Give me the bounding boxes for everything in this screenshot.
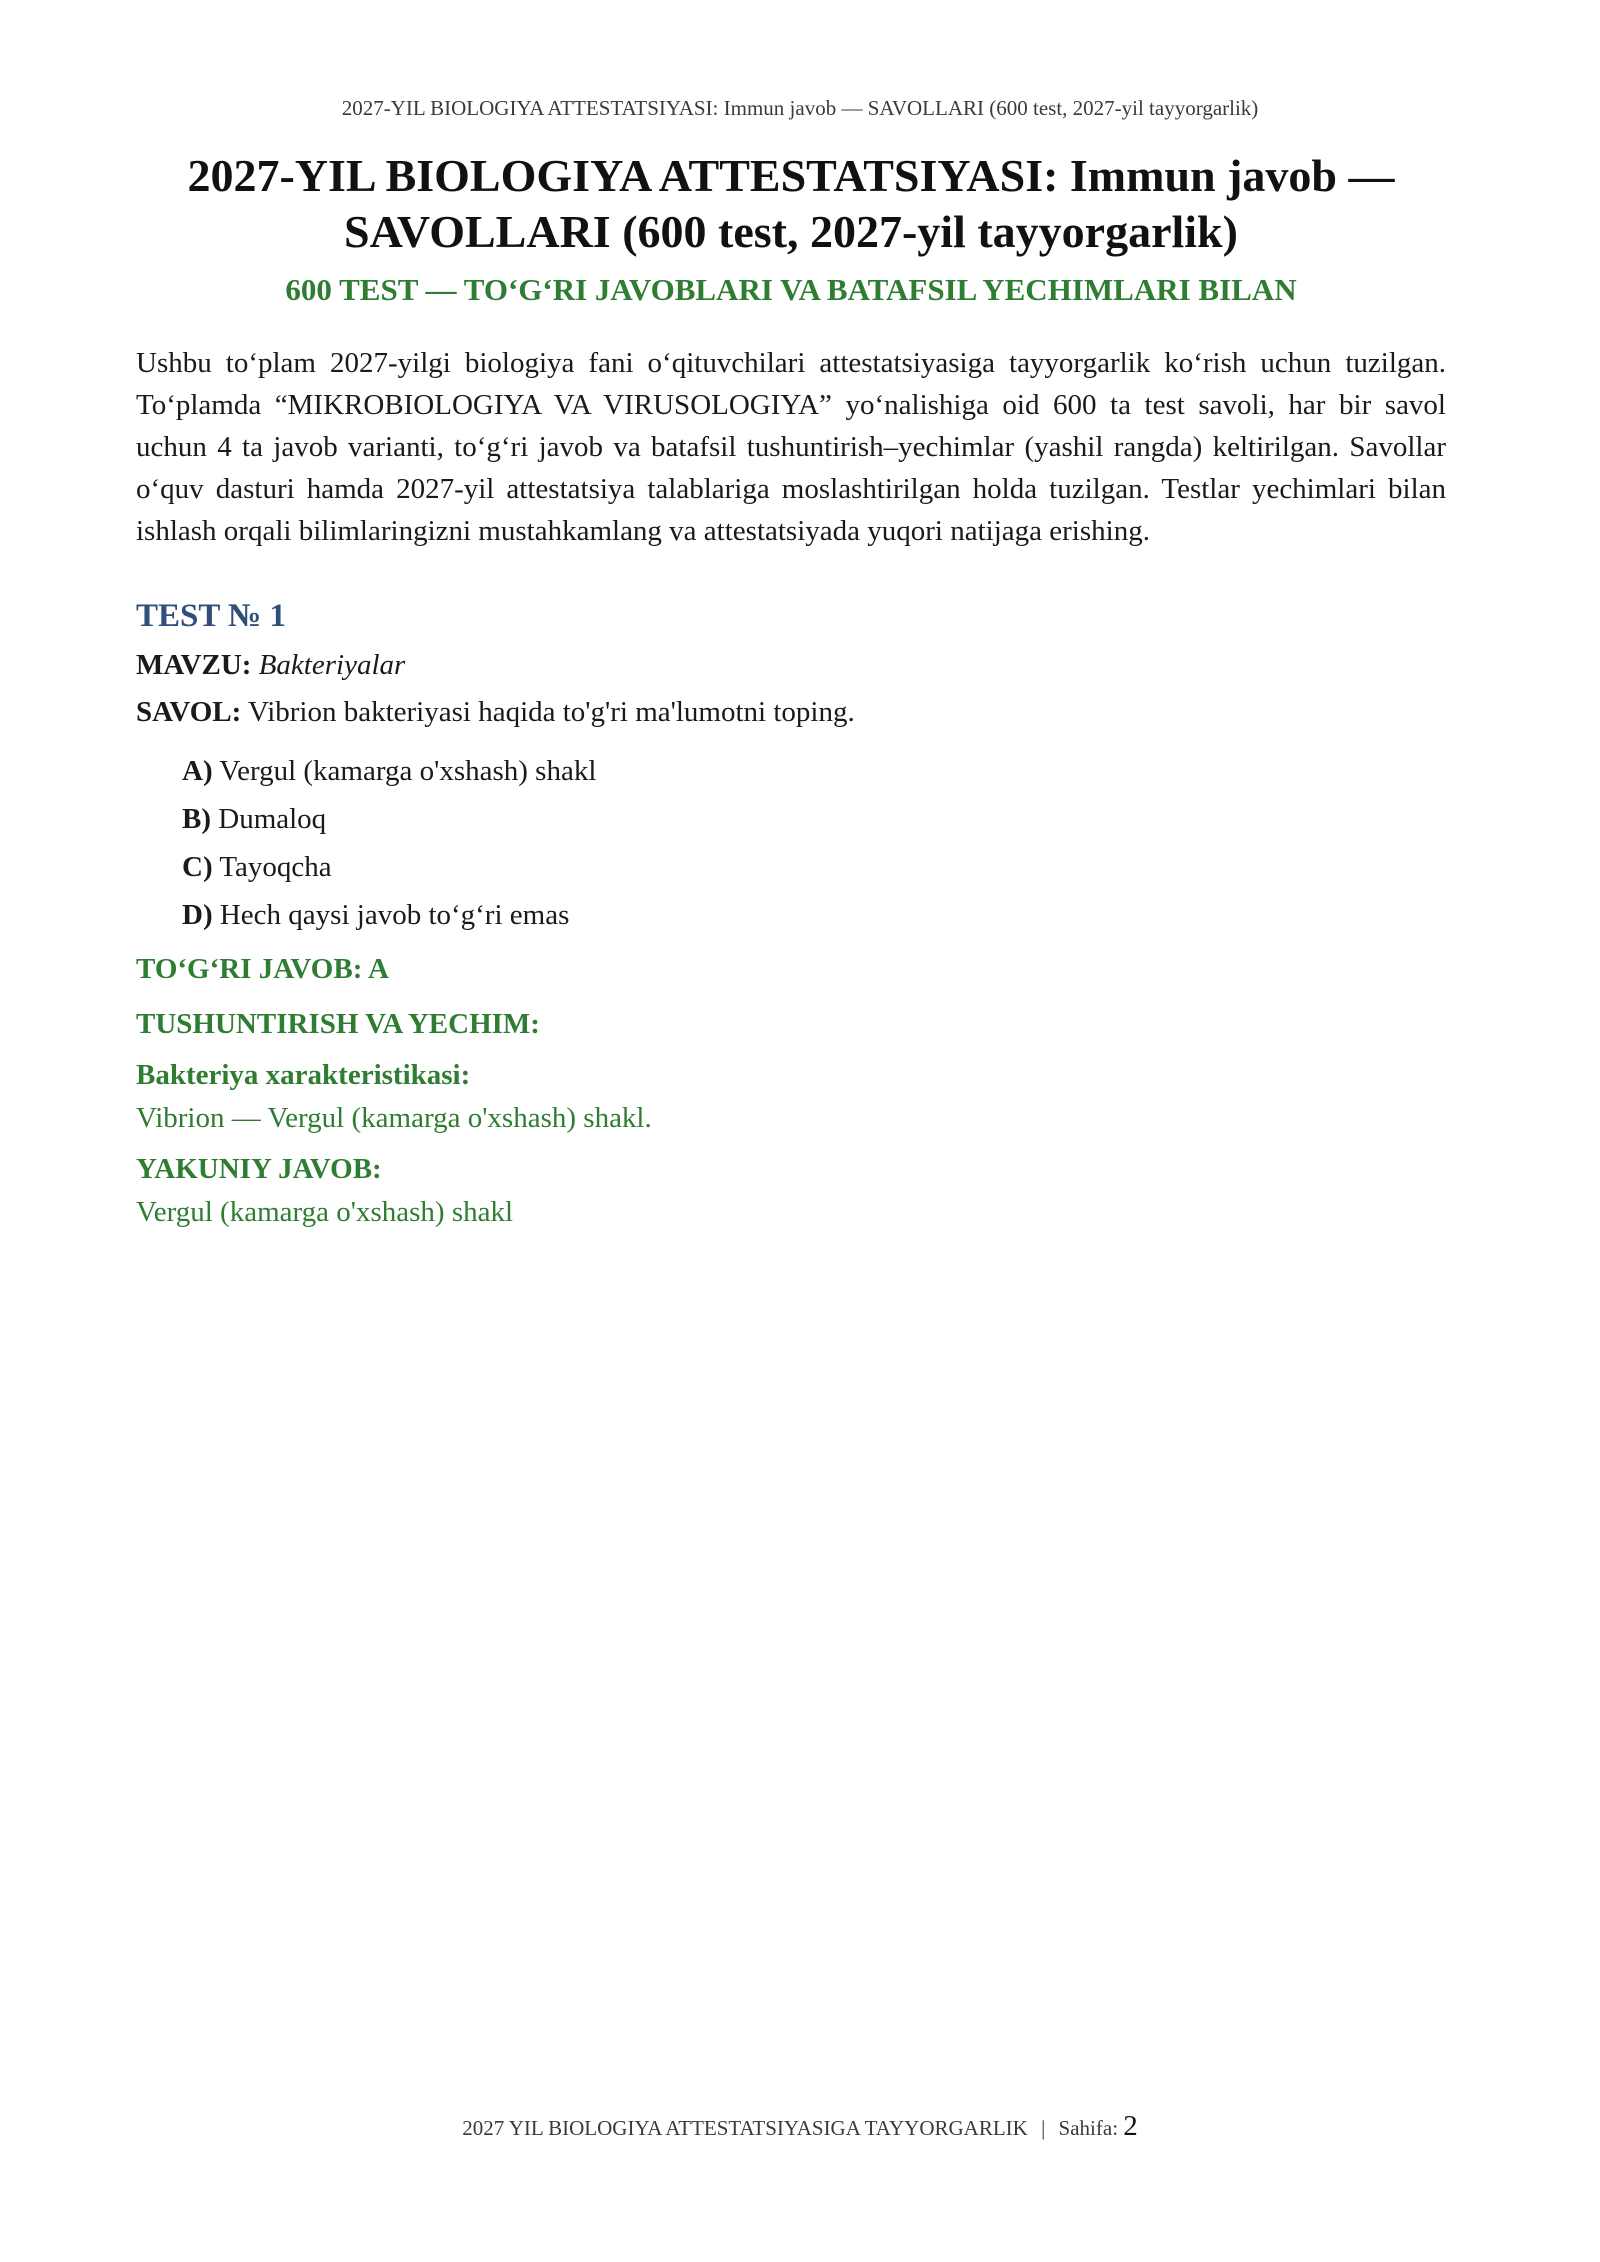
test-heading: TEST № 1 [136, 598, 286, 635]
question-label: SAVOL: [136, 696, 242, 729]
characteristic-text: Vibrion — Vergul (kamarga o'xshash) shakl. [136, 1102, 652, 1135]
final-answer-text: Vergul (kamarga o'xshash) shakl [136, 1196, 514, 1229]
document-title [136, 148, 1446, 260]
option-letter: D) [182, 899, 213, 932]
running-header: 2027-YIL BIOLOGIYA ATTESTATSIYASI: Immun javob — SAVOLLARI (600 test, 2027-yil tayyorgarlik) [341, 96, 1259, 120]
question-row [136, 696, 1446, 729]
option-d [182, 891, 1446, 939]
option-text: Vergul (kamarga o'xshash) shakl [219, 755, 597, 788]
footer-separator: | [1041, 2116, 1046, 2140]
document-subtitle: 600 TEST — TO‘G‘RI JAVOBLARI VA BATAFSIL YECHIMLARI BILAN [285, 272, 1297, 308]
option-letter: A) [182, 755, 213, 788]
page-label: Sahifa: [1058, 2116, 1119, 2140]
explanation-heading: TUSHUNTIRISH VA YECHIM: [136, 1008, 540, 1041]
page-content [136, 148, 1446, 1229]
topic-row [136, 649, 1446, 682]
option-text: Dumaloq [218, 803, 327, 836]
option-a [182, 747, 1446, 795]
page-footer [0, 2110, 1600, 2143]
correct-answer: TO‘G‘RI JAVOB: A [136, 953, 389, 986]
final-answer-heading: YAKUNIY JAVOB: [136, 1153, 382, 1186]
characteristic-heading: Bakteriya xarakteristikasi: [136, 1059, 471, 1092]
title-line-1: 2027-YIL BIOLOGIYA ATTESTATSIYASI: Immun javob — [187, 150, 1395, 201]
option-letter: C) [182, 851, 213, 884]
topic-value: Bakteriyalar [258, 649, 406, 682]
page-number: 2 [1123, 2110, 1138, 2142]
option-text: Tayoqcha [219, 851, 332, 884]
answer-options [136, 747, 1446, 939]
option-c [182, 843, 1446, 891]
option-b [182, 795, 1446, 843]
topic-label: MAVZU: [136, 649, 252, 682]
option-letter: B) [182, 803, 211, 836]
title-line-2: SAVOLLARI (600 test, 2027-yil tayyorgarlik) [344, 206, 1238, 258]
option-text: Hech qaysi javob to‘g‘ri emas [219, 899, 570, 932]
footer-text: 2027 YIL BIOLOGIYA ATTESTATSIYASIGA TAYYORGARLIK [462, 2116, 1028, 2140]
question-text: Vibrion bakteriyasi haqida to'g'ri ma'lumotni toping. [248, 696, 855, 729]
intro-paragraph: Ushbu to‘plam 2027-yilgi biologiya fani o‘qituvchilari attestatsiyasiga tayyorgarlik ko‘rish uchun tuzilgan. To‘plamda “MIKROBIOLOGIYA VA VIRUSOLOGIYA” yo‘nalishiga oid 600 ta test savoli, har bir savol uchun 4 ta javob varianti, to‘g‘ri javob va batafsil tushuntirish–yechimlar (yashil rangda) keltirilgan. Savollar o‘quv dasturi hamda 2027-yil attestatsiya talablariga moslashtirilgan holda tuzilgan. Testlar yechimlari bilan ishlash orqali bilimlaringizni mustahkamlang va attestatsiyada yuqori natijaga erishing. [136, 347, 1446, 548]
